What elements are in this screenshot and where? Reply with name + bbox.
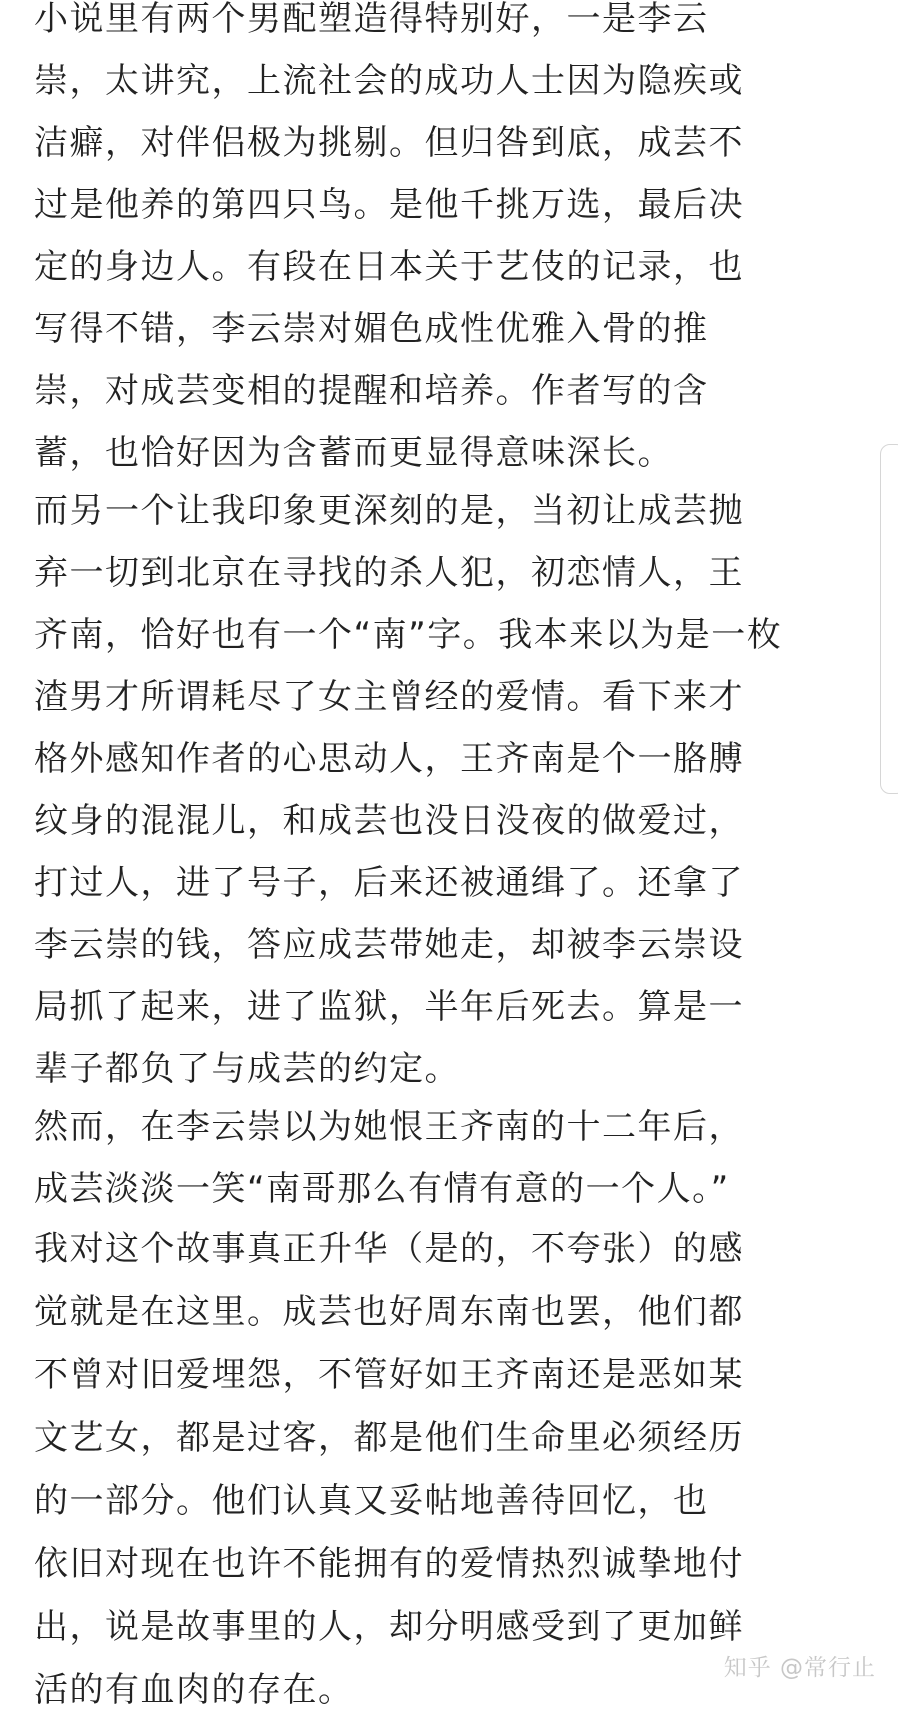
article-line: 局抓了起来，进了监狱，半年后死去。算是一	[34, 987, 744, 1027]
scrollbar-track[interactable]	[880, 444, 898, 794]
article-line: 洁癖，对伴侣极为挑剔。但归咎到底，成芸不	[34, 123, 744, 163]
article-line: 打过人，进了号子，后来还被通缉了。还拿了	[34, 863, 744, 903]
article-line: 写得不错，李云崇对媚色成性优雅入骨的推	[34, 309, 709, 349]
article-line: 定的身边人。有段在日本关于艺伎的记录，也	[34, 247, 744, 287]
article-line: 辈子都负了与成芸的约定。	[34, 1049, 460, 1089]
article-line: 然而，在李云崇以为她恨王齐南的十二年后，	[34, 1107, 744, 1147]
article-line: 觉就是在这里。成芸也好周东南也罢，他们都	[34, 1292, 744, 1332]
article-line: 弃一切到北京在寻找的杀人犯，初恋情人，王	[34, 553, 744, 593]
article-line: 纹身的混混儿，和成芸也没日没夜的做爱过，	[34, 801, 744, 841]
article-line: 活的有血肉的存在。	[34, 1670, 354, 1710]
article-line: 依旧对现在也许不能拥有的爱情热烈诚挚地付	[34, 1544, 744, 1584]
article-line: 文艺女，都是过客，都是他们生命里必须经历	[34, 1418, 744, 1458]
article-line: 不曾对旧爱埋怨，不管好如王齐南还是恶如某	[34, 1355, 744, 1395]
article-line: 的一部分。他们认真又妥帖地善待回忆，也	[34, 1481, 709, 1521]
article-line: 崇，太讲究，上流社会的成功人士因为隐疾或	[34, 61, 744, 101]
article-line: 渣男才所谓耗尽了女主曾经的爱情。看下来才	[34, 677, 744, 717]
watermark: 知乎 @常行止	[723, 1655, 876, 1681]
article-line: 成芸淡淡一笑“南哥那么有情有意的一个人。”	[34, 1169, 730, 1209]
article-line: 过是他养的第四只鸟。是他千挑万选，最后决	[34, 185, 744, 225]
article-line: 小说里有两个男配塑造得特别好，一是李云	[34, 0, 709, 39]
article-line: 我对这个故事真正升华（是的，不夸张）的感	[34, 1229, 744, 1269]
article-line: 而另一个让我印象更深刻的是，当初让成芸抛	[34, 491, 744, 531]
article-line: 李云崇的钱，答应成芸带她走，却被李云崇设	[34, 925, 744, 965]
article-line: 齐南，恰好也有一个“南”字。我本来以为是一枚	[34, 615, 783, 655]
article-line: 格外感知作者的心思动人，王齐南是个一胳膊	[34, 739, 744, 779]
article-line: 蓄，也恰好因为含蓄而更显得意味深长。	[34, 433, 673, 473]
article-line: 出，说是故事里的人，却分明感受到了更加鲜	[34, 1607, 744, 1647]
article-line: 崇，对成芸变相的提醒和培养。作者写的含	[34, 371, 709, 411]
